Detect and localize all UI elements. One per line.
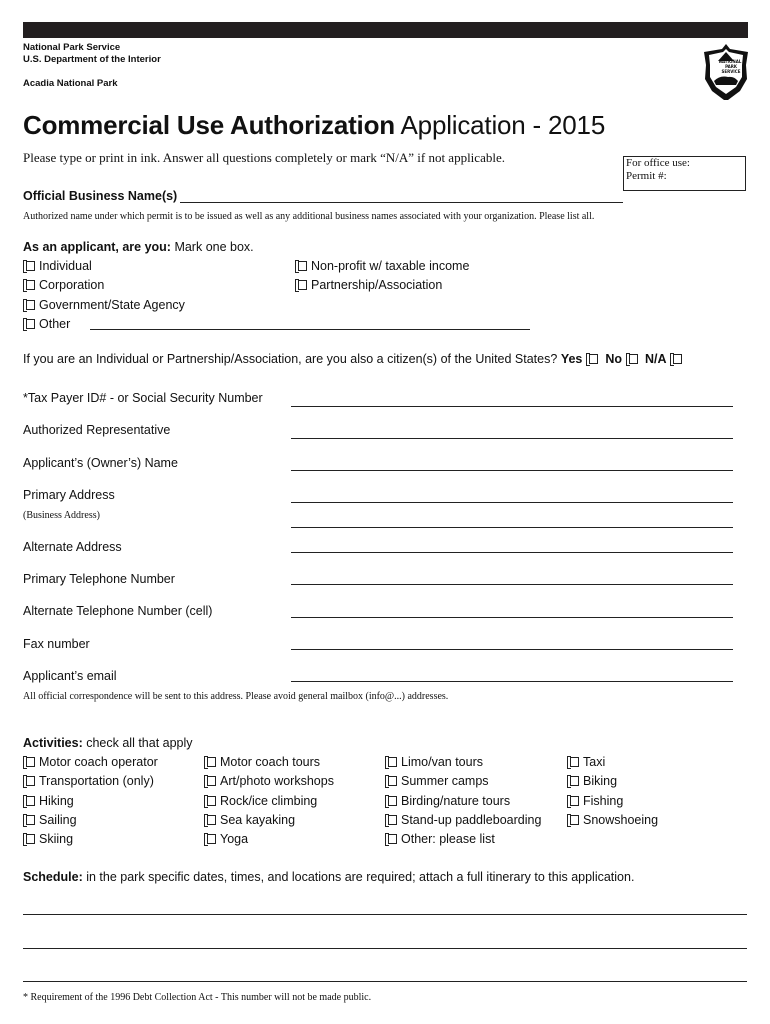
checkbox-icon[interactable] (295, 279, 307, 291)
citizen-question: If you are an Individual or Partnership/Association, are you also a citizen(s) of the United States? Yes No N/A (23, 352, 686, 366)
activity-option[interactable]: Birding/nature tours (385, 794, 510, 809)
citizen-na-checkbox[interactable] (670, 353, 682, 365)
option-nonprofit[interactable]: Non-profit w/ taxable income (295, 259, 469, 274)
activity-option[interactable]: Yoga (204, 832, 248, 847)
checkbox-icon[interactable] (23, 756, 35, 768)
park-name: Acadia National Park (23, 78, 118, 89)
checkbox-icon[interactable] (23, 279, 35, 291)
checkbox-icon[interactable] (385, 795, 397, 807)
activity-option[interactable]: Limo/van tours (385, 755, 483, 770)
checkbox-icon[interactable] (295, 260, 307, 272)
option-other[interactable]: Other (23, 317, 70, 332)
field-label: Alternate Address (23, 540, 122, 554)
checkbox-icon[interactable] (204, 814, 216, 826)
email-field[interactable] (291, 681, 733, 682)
checkbox-icon[interactable] (23, 795, 35, 807)
checkbox-icon[interactable] (567, 814, 579, 826)
citizen-yes-checkbox[interactable] (586, 353, 598, 365)
activity-option[interactable]: Art/photo workshops (204, 774, 334, 789)
agency-name: National Park Service (23, 42, 121, 53)
activity-option[interactable]: Snowshoeing (567, 813, 658, 828)
applicant-type-heading: As an applicant, are you: Mark one box. (23, 240, 254, 254)
option-government[interactable]: Government/State Agency (23, 298, 185, 313)
checkbox-icon[interactable] (23, 833, 35, 845)
field-label: *Tax Payer ID# - or Social Security Number (23, 391, 263, 405)
checkbox-icon[interactable] (204, 775, 216, 787)
page-title: Commercial Use Authorization Application - 2015 (23, 110, 606, 140)
svg-text:NATIONAL: NATIONAL (718, 59, 742, 64)
activity-option[interactable]: Rock/ice climbing (204, 794, 317, 809)
option-partnership[interactable]: Partnership/Association (295, 278, 442, 293)
checkbox-icon[interactable] (385, 756, 397, 768)
activity-option[interactable]: Biking (567, 774, 617, 789)
business-name-field[interactable] (180, 202, 623, 203)
business-name-label: Official Business Name(s) (23, 189, 178, 203)
citizen-no-checkbox[interactable] (626, 353, 638, 365)
checkbox-icon[interactable] (567, 756, 579, 768)
activity-option[interactable]: Hiking (23, 794, 74, 809)
schedule-line-3[interactable] (23, 981, 747, 982)
header-bar (23, 22, 748, 38)
activity-option[interactable]: Fishing (567, 794, 623, 809)
alternate-address-field[interactable] (291, 552, 733, 553)
footnote: * Requirement of the 1996 Debt Collection Act - This number will not be made public. (23, 992, 372, 1003)
activity-option[interactable]: Motor coach tours (204, 755, 320, 770)
field-label: Authorized Representative (23, 423, 171, 437)
activity-option[interactable]: Stand-up paddleboarding (385, 813, 541, 828)
checkbox-icon[interactable] (204, 756, 216, 768)
checkbox-icon[interactable] (23, 260, 35, 272)
business-name-note: Authorized name under which permit is to be issued as well as any additional business names associated with your organization. Please list all. (23, 211, 595, 222)
checkbox-icon[interactable] (23, 299, 35, 311)
field-label: Fax number (23, 637, 90, 651)
checkbox-icon[interactable] (385, 775, 397, 787)
activity-option[interactable]: Summer camps (385, 774, 489, 789)
field-label: Alternate Telephone Number (cell) (23, 604, 213, 618)
tax-id-field[interactable] (291, 406, 733, 407)
option-individual[interactable]: Individual (23, 259, 92, 274)
field-label: Primary Telephone Number (23, 572, 175, 586)
checkbox-icon[interactable] (567, 795, 579, 807)
schedule-line-1[interactable] (23, 914, 747, 915)
svg-text:PARK: PARK (725, 64, 737, 69)
checkbox-icon[interactable] (204, 833, 216, 845)
fax-field[interactable] (291, 649, 733, 650)
activity-option[interactable]: Motor coach operator (23, 755, 158, 770)
checkbox-icon[interactable] (204, 795, 216, 807)
address-subnote: (Business Address) (23, 510, 100, 521)
activity-option[interactable]: Sea kayaking (204, 813, 295, 828)
other-type-field[interactable] (90, 329, 530, 330)
activity-option[interactable]: Sailing (23, 813, 77, 828)
instructions: Please type or print in ink. Answer all questions completely or mark “N/A” if not applicable. (23, 150, 505, 165)
activity-option[interactable]: Other: please list (385, 832, 495, 847)
office-use-box: For office use: Permit #: (623, 156, 746, 191)
field-label: Applicant’s (Owner’s) Name (23, 456, 178, 470)
checkbox-icon[interactable] (385, 814, 397, 826)
activities-heading: Activities: check all that apply (23, 736, 193, 750)
checkbox-icon[interactable] (385, 833, 397, 845)
activity-option[interactable]: Taxi (567, 755, 605, 770)
svg-text:SERVICE: SERVICE (721, 69, 741, 74)
activity-option[interactable]: Skiing (23, 832, 73, 847)
checkbox-icon[interactable] (23, 814, 35, 826)
checkbox-icon[interactable] (23, 775, 35, 787)
owner-name-field[interactable] (291, 470, 733, 471)
schedule-heading: Schedule: in the park specific dates, times, and locations are required; attach a full itinerary to this application. (23, 870, 635, 884)
nps-arrowhead-logo (700, 43, 752, 101)
primary-phone-field[interactable] (291, 584, 733, 585)
activity-option[interactable]: Transportation (only) (23, 774, 154, 789)
primary-address-field[interactable] (291, 502, 733, 503)
email-note: All official correspondence will be sent to this address. Please avoid general mailbox (info@...) addresses. (23, 691, 449, 702)
alternate-phone-field[interactable] (291, 617, 733, 618)
field-label: Primary Address (23, 488, 115, 502)
checkbox-icon[interactable] (23, 318, 35, 330)
department-name: U.S. Department of the Interior (23, 54, 161, 65)
primary-address-line2[interactable] (291, 527, 733, 528)
option-corporation[interactable]: Corporation (23, 278, 104, 293)
field-label: Applicant’s email (23, 669, 117, 683)
schedule-line-2[interactable] (23, 948, 747, 949)
checkbox-icon[interactable] (567, 775, 579, 787)
authorized-rep-field[interactable] (291, 438, 733, 439)
